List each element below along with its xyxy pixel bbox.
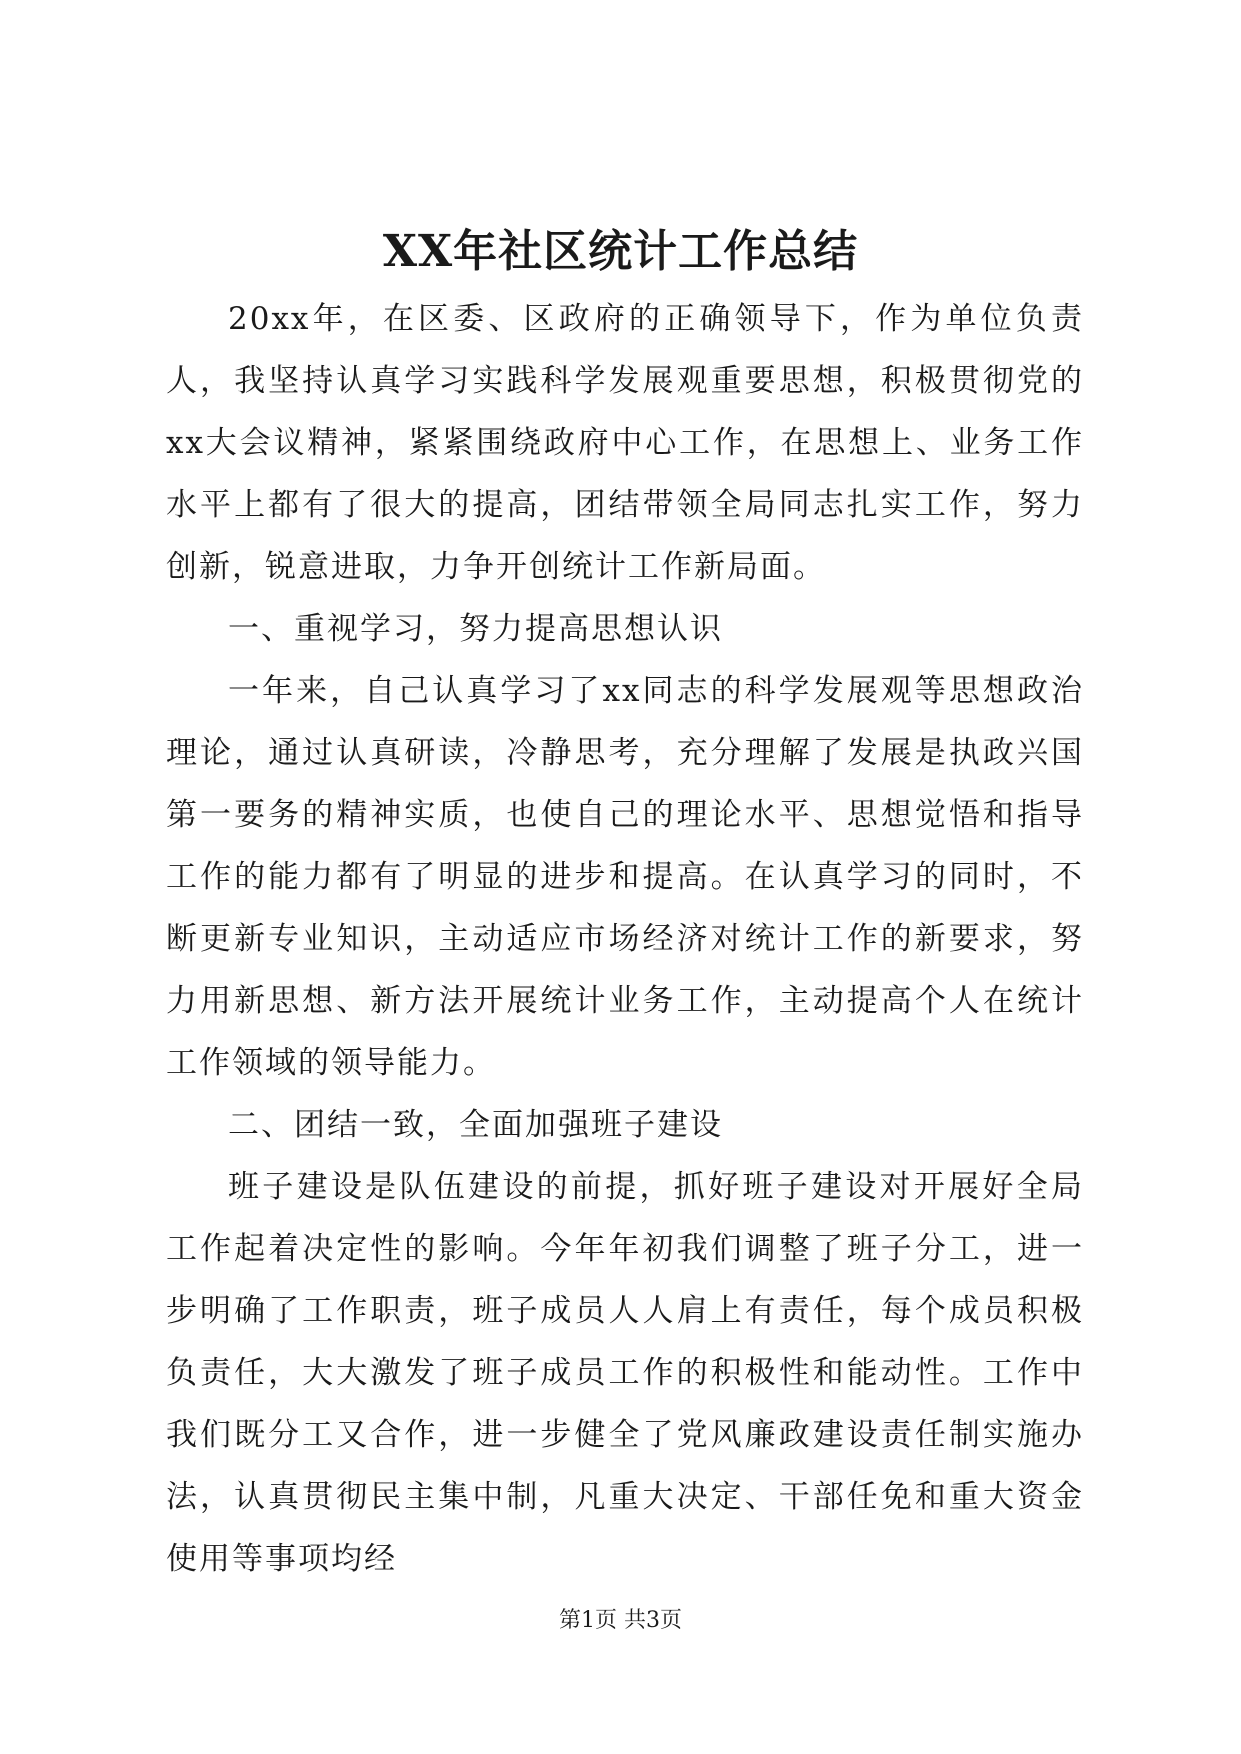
page-number-footer: 第1页 共3页: [559, 1608, 682, 1633]
paragraph-team: 班子建设是队伍建设的前提，抓好班子建设对开展好全局工作起着决定性的影响。今年年初我们调整了班子分工，进一步明确了工作职责，班子成员人人肩上有责任，每个成员积极负责任，大大激发了班子成员工作的积极性和能动性。工作中我们既分工又合作，进一步健全了党风廉政建设责任制实施办法，认真贯彻民主集中制，凡重大决定、干部任免和重大资金使用等事项均经: [166, 1169, 1084, 1577]
document-title: XX年社区统计工作总结: [382, 226, 859, 277]
document-body: [166, 288, 1084, 1590]
section-heading-1: 一、重视学习，努力提高思想认识: [228, 611, 723, 647]
section-heading-2: 二、团结一致，全面加强班子建设: [228, 1107, 723, 1143]
paragraph-study: 一年来，自己认真学习了xx同志的科学发展观等思想政治理论，通过认真研读，冷静思考，充分理解了发展是执政兴国第一要务的精神实质，也使自己的理论水平、思想觉悟和指导工作的能力都有了明显的进步和提高。在认真学习的同时，不断更新专业知识，主动适应市场经济对统计工作的新要求，努力用新思想、新方法开展统计业务工作，主动提高个人在统计工作领域的领导能力。: [166, 673, 1084, 1081]
paragraph-intro: 20xx年，在区委、区政府的正确领导下，作为单位负责人，我坚持认真学习实践科学发展观重要思想，积极贯彻党的xx大会议精神，紧紧围绕政府中心工作，在思想上、业务工作水平上都有了很大的提高，团结带领全局同志扎实工作，努力创新，锐意进取，力争开创统计工作新局面。: [166, 301, 1084, 585]
